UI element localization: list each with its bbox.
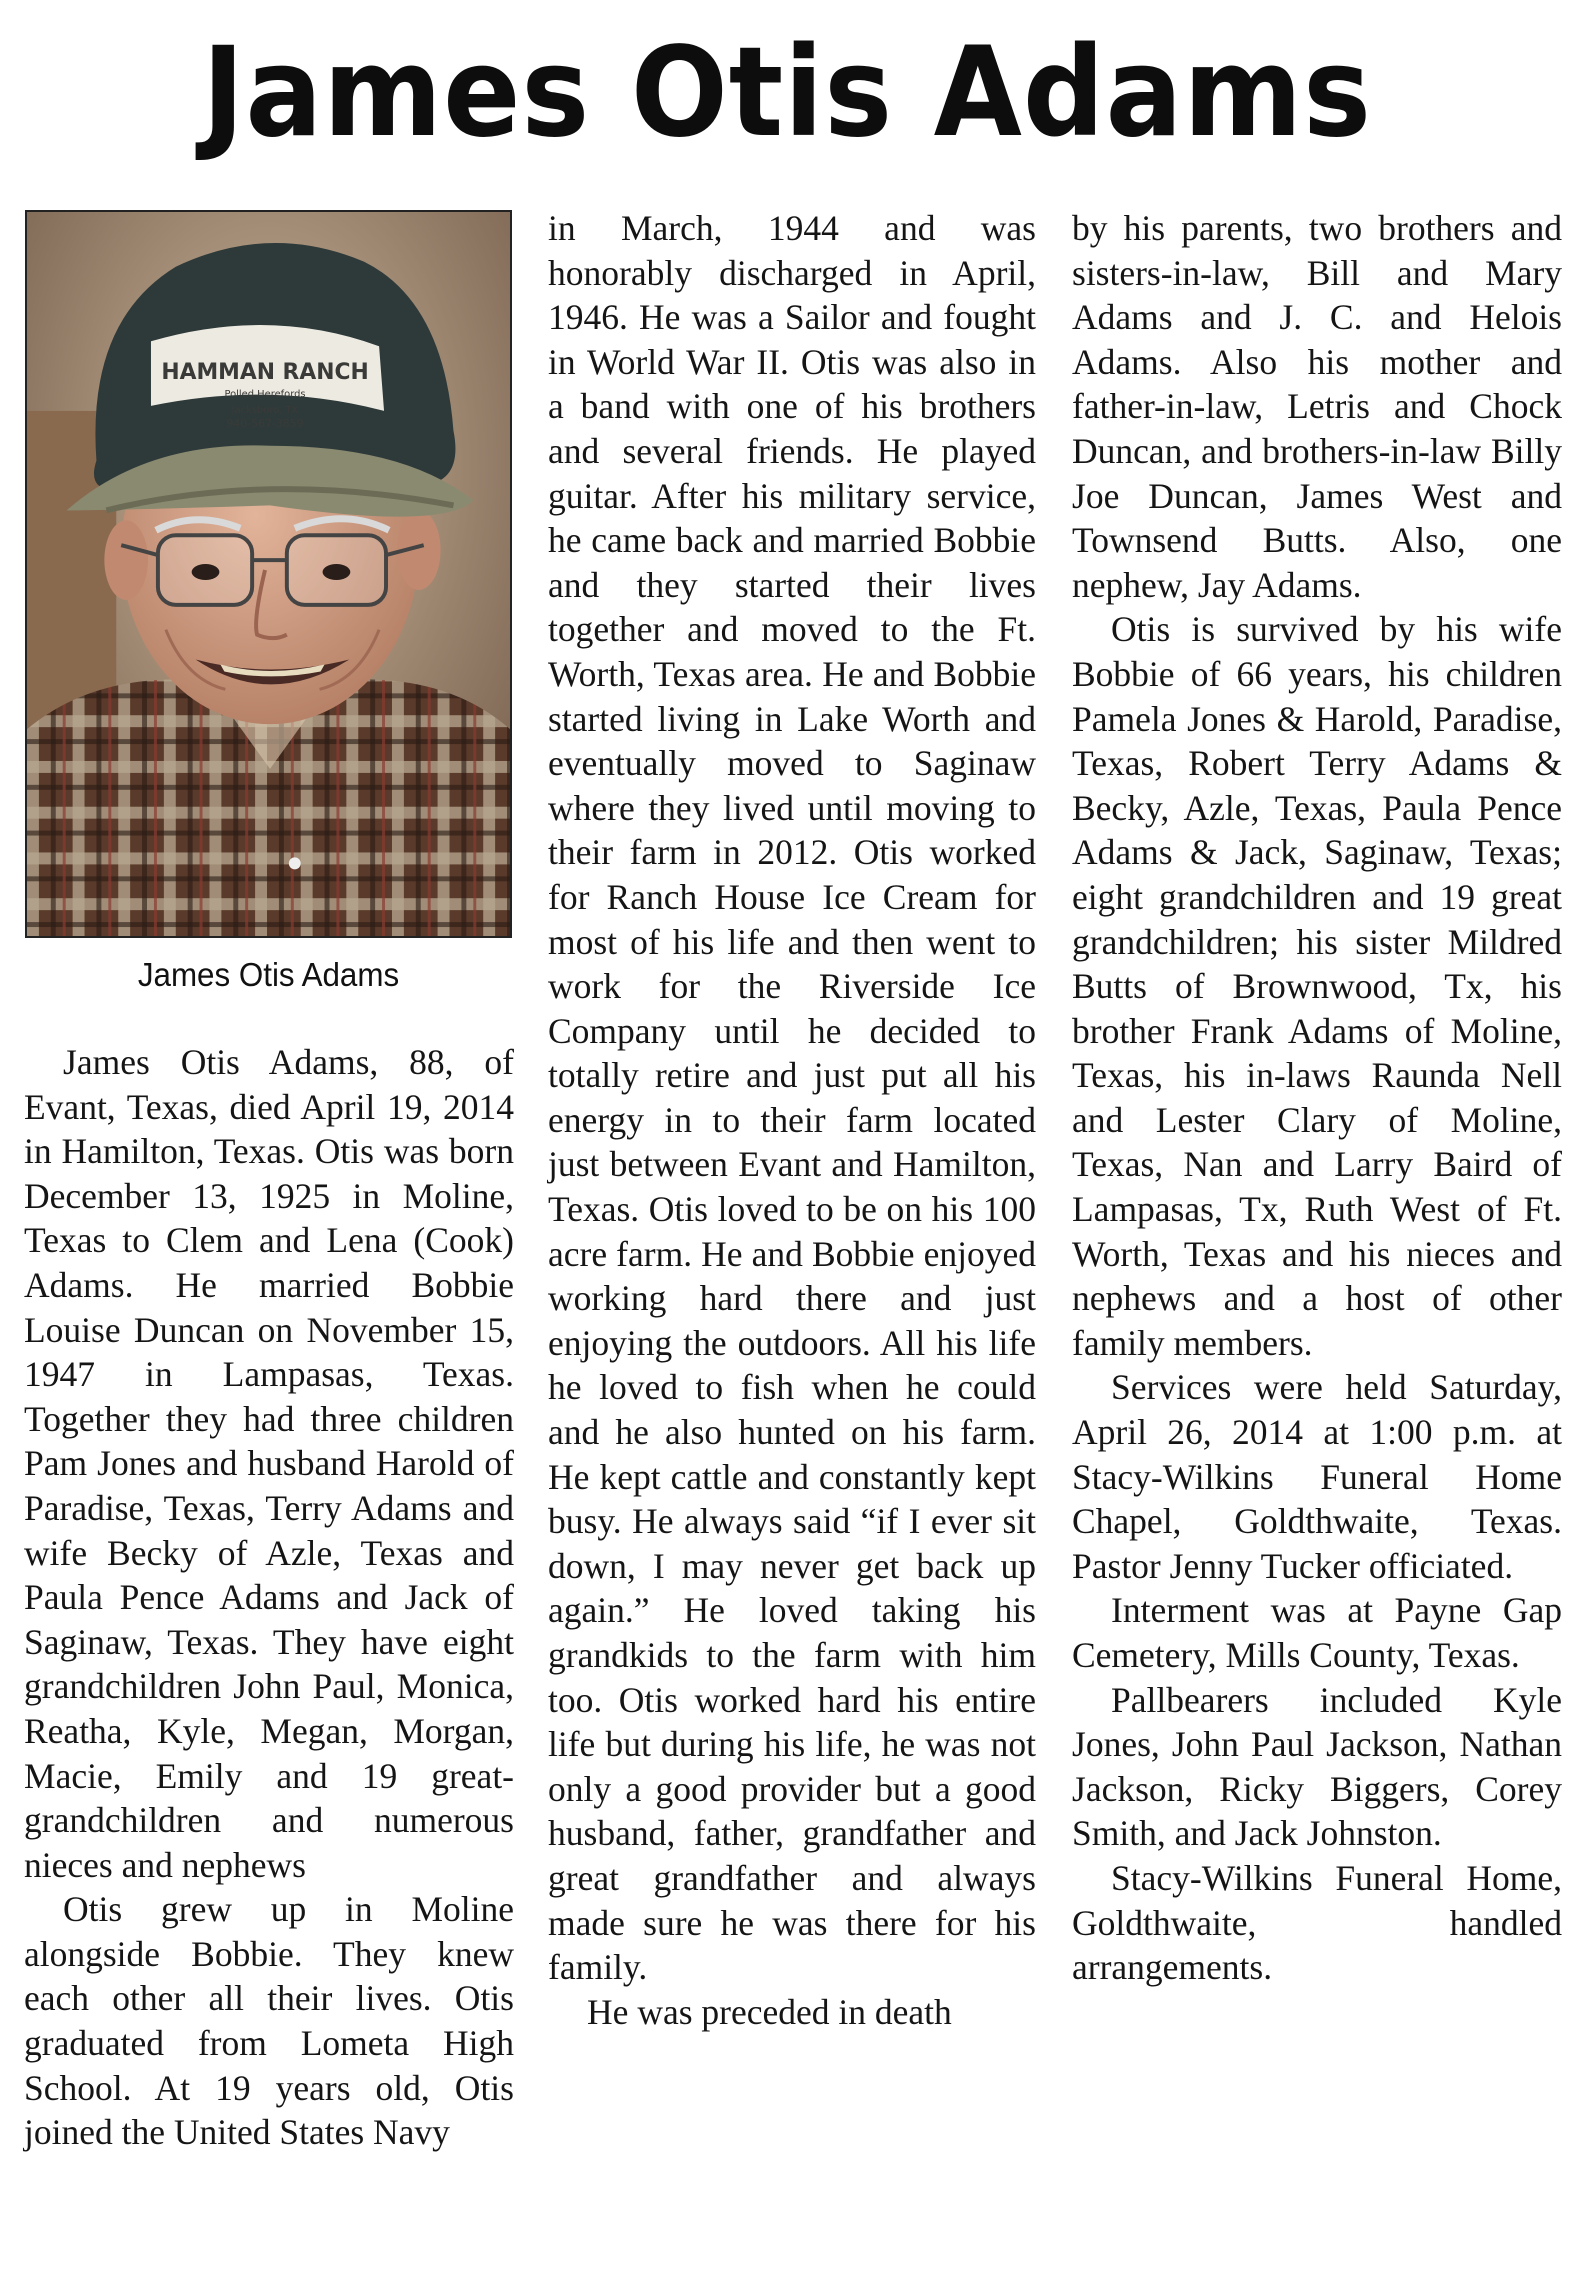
paragraph-arrangements: Stacy-Wilkins Funeral Home, Goldthwaite, handled arrangements. [1072,1857,1562,1988]
text-column-1 [24,1040,514,2155]
obituary-headline: James Otis Adams [202,21,1372,165]
cap-brand-text: HAMMAN RANCH [161,360,369,386]
paragraph-early-life: Otis grew up in Moline alongside Bobbie. They knew each other all their lives. Otis graduated from Lometa High School. At 19 years old, Otis joined the United States Navy [24,1889,514,2153]
text-column-2 [548,206,1036,2034]
paragraph-early-life-continued: in March, 1944 and was honorably discharged in April, 1946. He was a Sailor and fought in World War II. Otis was also in a band with one of his brothers and several friends. He played guitar. After his military service, he came back and married Bobbie and they started their lives together and moved to the Ft. Worth, Texas area. He and Bobbie started living in Lake Worth and eventually moved to Saginaw where they lived until moving to their farm in 2012. Otis worked for Ranch House Ice Cream for most of his life and then went to work for the Riverside Ice Company until he decided to totally retire and just put all his energy in to their farm located just between Evant and Hamilton, Texas. Otis loved to be on his 100 acre farm. He and Bobbie enjoyed working hard there and just enjoying the outdoors. All his life he loved to fish when he could and he also hunted on his farm. He kept cattle and constantly kept busy. He always said “if I ever sit down, I may never get back up again.” He loved taking his grandkids to the farm with him too. Otis worked hard his entire life but during his life, he was not only a good provider but a good husband, father, grandfather and great grandfather and always made sure he was there for his family. [548,208,1036,1988]
portrait-illustration [27,212,510,936]
cap-phone-text: 940-567-3859 [226,416,304,430]
paragraph-survived-by: Otis is survived by his wife Bobbie of 66 years, his children Pamela Jones & Harold, Paradise, Texas, Robert Terry Adams & Becky, Azle, Texas, Paula Pence Adams & Jack, Saginaw, Texas; eight grandchildren and 19 great grandchildren; his sister Mildred Butts of Brownwood, Tx, his brother Frank Adams of Moline, Texas, his in-laws Raunda Nell and Lester Clary of Moline, Texas, Nan and Larry Baird of Lampasas, Tx, Ruth West of Ft. Worth, Texas and his nieces and nephews and a host of other family members. [1072,609,1562,1363]
paragraph-services: Services were held Saturday, April 26, 2014 at 1:00 p.m. at Stacy-Wilkins Funeral Home Chapel, Goldthwaite, Texas. Pastor Jenny Tucker officiated. [1072,1367,1562,1586]
paragraph-death-notice: James Otis Adams, 88, of Evant, Texas, died April 19, 2014 in Hamilton, Texas. Otis was born December 13, 1925 in Moline, Texas to Clem and Lena (Cook) Adams. He married Bobbie Louise Duncan on November 15, 1947 in Lampasas, Texas. Together they had three children Pam Jones and husband Harold of Paradise, Texas, Terry Adams and wife Becky of Azle, Texas and Paula Pence Adams and Jack of Saginaw, Texas. They have eight grandchildren John Paul, Monica, Reatha, Kyle, Megan, Morgan, Macie, Emily and 19 great-grandchildren and numerous nieces and nephews [24,1042,514,1885]
paragraph-preceded-in-death: He was preceded in death [587,1991,952,2032]
paragraph-pallbearers: Pallbearers included Kyle Jones, John Paul Jackson, Nathan Jackson, Ricky Biggers, Corey Smith, and Jack Johnston. [1072,1679,1562,1854]
text-column-3 [1072,206,1562,1990]
photo-caption: James Otis Adams [137,956,400,993]
cap-line2-text: Polled Herefords [224,388,306,400]
portrait-photo [25,210,512,938]
cap-line3-text: Jacksboro, TX [231,404,299,416]
paragraph-preceded-continued: by his parents, two brothers and sisters-in-law, Bill and Mary Adams and J. C. and Helois Adams. Also his mother and father-in-law, Letris and Chock Duncan, and brothers-in-law Billy Joe Duncan, James West and Townsend Butts. Also, one nephew, Jay Adams. [1072,208,1562,605]
paragraph-interment: Interment was at Payne Gap Cemetery, Mills County, Texas. [1072,1590,1562,1675]
